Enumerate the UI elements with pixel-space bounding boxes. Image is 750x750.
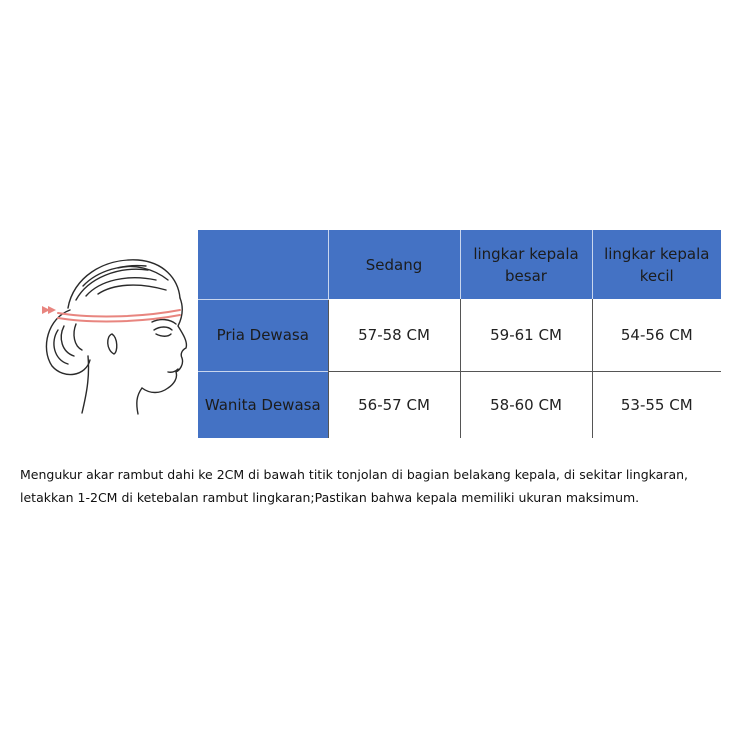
header-lingkar-besar: lingkar kepala besar: [460, 230, 592, 299]
head-measurement-illustration: [28, 238, 198, 418]
cell-pria-kecil: 54-56 CM: [592, 299, 721, 371]
row-label-wanita: Wanita Dewasa: [198, 371, 328, 438]
header-corner-cell: [198, 230, 328, 299]
cell-pria-sedang: 57-58 CM: [328, 299, 460, 371]
table-header-row: [198, 230, 721, 299]
cell-wanita-besar: 58-60 CM: [460, 371, 592, 438]
header-sedang: Sedang: [328, 230, 460, 299]
cell-wanita-kecil: 53-55 CM: [592, 371, 721, 438]
head-measurement-icon: [28, 238, 198, 418]
table-row: [198, 299, 721, 371]
size-table: [198, 230, 721, 438]
cell-wanita-sedang: 56-57 CM: [328, 371, 460, 438]
cell-pria-besar: 59-61 CM: [460, 299, 592, 371]
measurement-instructions: Mengukur akar rambut dahi ke 2CM di bawah titik tonjolan di bagian belakang kepala, di sekitar lingkaran, letakkan 1-2CM di ketebalan rambut lingkaran;Pastikan bahwa kepala memiliki ukuran maksimum.: [20, 467, 689, 505]
table-row: [198, 371, 721, 438]
header-lingkar-kecil: lingkar kepala kecil: [592, 230, 721, 299]
row-label-pria: Pria Dewasa: [198, 299, 328, 371]
